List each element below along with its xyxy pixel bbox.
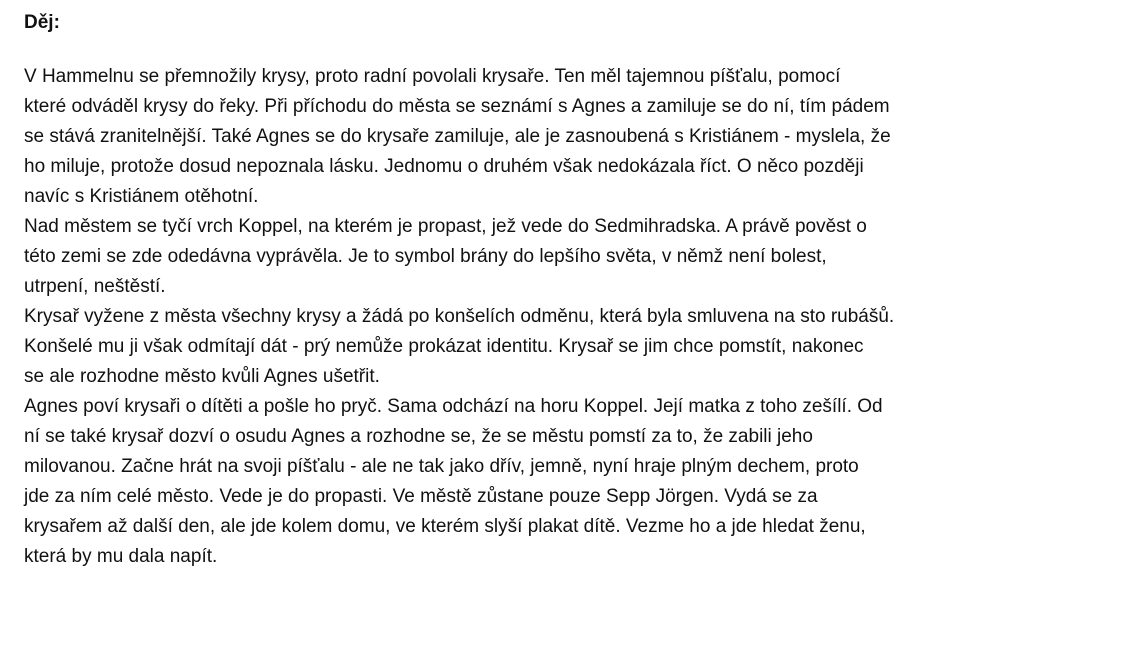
paragraph-2: Nad městem se tyčí vrch Koppel, na kterém je propast, jež vede do Sedmihradska. A právě pověst o této zemi se zde odedávna vyprávěla. Je to symbol brány do lepšího světa, v němž není bolest, utrpení, neštěstí.	[24, 216, 867, 297]
section-heading: Děj:	[24, 12, 60, 33]
paragraph-3: Krysař vyžene z města všechny krysy a žádá po konšelích odměnu, která byla smluvena na sto rubášů. Konšelé mu ji však odmítají dát - prý nemůže prokázat identitu. Krysař se jim chce pomstít, nakonec se ale rozhodne město kvůli Agnes ušetřit.	[24, 306, 895, 387]
paragraph-4: Agnes poví krysaři o dítěti a pošle ho pryč. Sama odchází na horu Koppel. Její matka z toho zešílí. Od ní se také krysař dozví o osudu Agnes a rozhodne se, že se městu pomstí za to, že zabili jeho milovanou. Začne hrát na svoji píšťalu - ale ne tak jako dřív, jemně, nyní hraje plným dechem, proto jde za ním celé město. Vede je do propasti. Ve městě zůstane pouze Sepp Jörgen. Vydá se za krysařem až další den, ale jde kolem domu, ve kterém slyší plakat dítě. Vezme ho a jde hledat ženu, která by mu dala napít.	[24, 396, 883, 567]
document-body	[24, 8, 1119, 572]
paragraph-1: V Hammelnu se přemnožily krysy, proto radní povolali krysaře. Ten měl tajemnou píšťalu, pomocí které odváděl krysy do řeky. Při příchodu do města se seznámí s Agnes a zamiluje se do ní, tím pádem se stává zranitelnější. Také Agnes se do krysaře zamiluje, ale je zasnoubená s Kristiánem - myslela, že ho miluje, protože dosud nepoznala lásku. Jednomu o druhém však nedokázala říct. O něco později navíc s Kristiánem otěhotní.	[24, 66, 891, 207]
